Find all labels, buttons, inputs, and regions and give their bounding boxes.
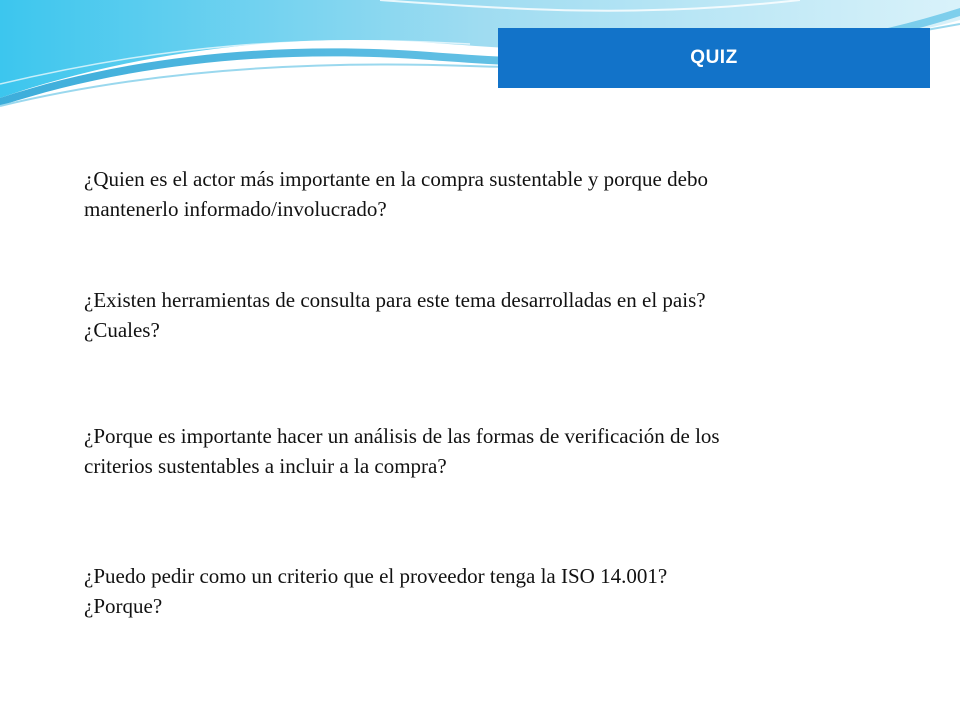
question-3-line-2: criterios sustentables a incluir a la compra? [84, 454, 447, 478]
title-banner [498, 28, 930, 88]
question-1-line-1: ¿Quien es el actor más importante en la compra sustentable y porque debo [84, 167, 708, 191]
slide-title: QUIZ [690, 47, 738, 68]
question-2 [84, 285, 706, 345]
question-3 [84, 421, 720, 481]
question-3-line-1: ¿Porque es importante hacer un análisis de las formas de verificación de los [84, 424, 720, 448]
question-4 [84, 561, 667, 621]
question-2-line-1: ¿Existen herramientas de consulta para este tema desarrolladas en el pais? [84, 288, 706, 312]
question-1 [84, 164, 708, 224]
question-1-line-2: mantenerlo informado/involucrado? [84, 197, 387, 221]
question-2-line-2: ¿Cuales? [84, 318, 160, 342]
question-4-line-1: ¿Puedo pedir como un criterio que el proveedor tenga la ISO 14.001? [84, 564, 668, 588]
question-4-line-2: ¿Porque? [84, 594, 163, 618]
